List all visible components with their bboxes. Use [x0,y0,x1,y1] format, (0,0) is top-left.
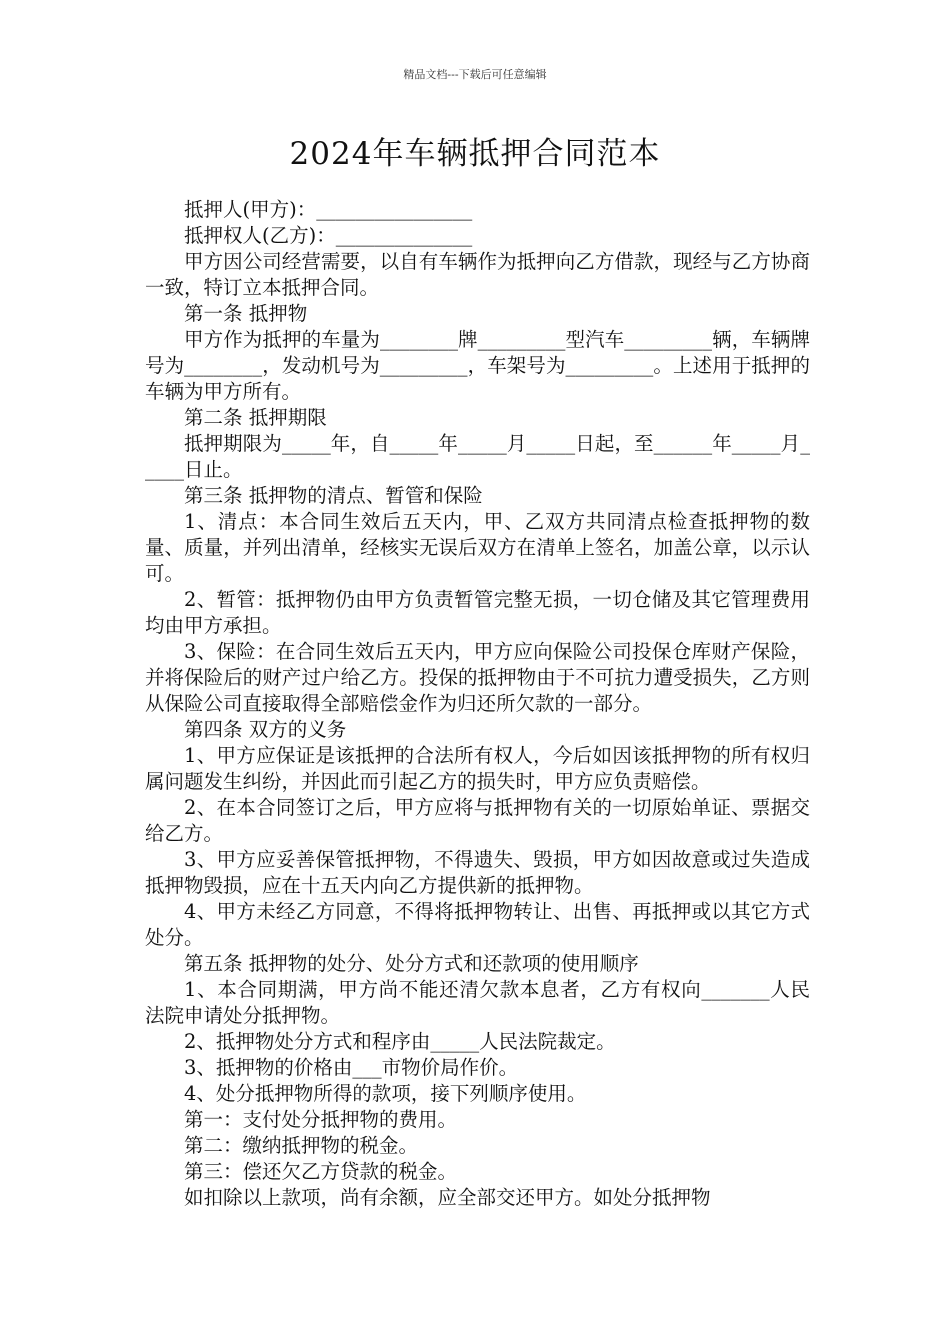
article-5-heading: 第五条 抵押物的处分、处分方式和还款项的使用顺序 [184,952,639,975]
article-5-clause-2: 2、抵押物处分方式和程序由_____人民法院裁定。 [184,1030,616,1053]
article-2-text: 抵押期限为_____年，自_____年_____月_____日起，至______年_____月_____日止。 [145,432,810,481]
article-4-clause-1: 1、甲方应保证是该抵押的合法所有权人，今后如因该抵押物的所有权归属问题发生纠纷，并因此而引起乙方的损失时，甲方应负责赔偿。 [145,744,810,793]
order-item-1: 第一：支付处分抵押物的费用。 [184,1108,458,1131]
party-a-line: 抵押人(甲方)：________________ [184,198,473,221]
document-title: 2024年车辆抵押合同范本 [289,136,661,172]
order-item-2: 第二：缴纳抵押物的税金。 [184,1134,419,1157]
remainder-paragraph: 如扣除以上款项，尚有余额，应全部交还甲方。如处分抵押物 [184,1186,711,1209]
party-b-line: 抵押权人(乙方)：______________ [184,224,473,247]
article-3-clause-3: 3、保险：在合同生效后五天内，甲方应向保险公司投保仓库财产保险，并将保险后的财产过户给乙方。投保的抵押物由于不可抗力遭受损失，乙方则从保险公司直接取得全部赔偿金作为归还所欠款的一部分。 [145,640,810,715]
document-body [145,197,810,1211]
article-5-clause-4: 4、处分抵押物所得的款项，接下列顺序使用。 [184,1082,587,1105]
article-1-heading: 第一条 抵押物 [184,302,308,325]
order-item-3: 第三：偿还欠乙方贷款的税金。 [184,1160,458,1183]
article-4-heading: 第四条 双方的义务 [184,718,347,741]
article-3-heading: 第三条 抵押物的清点、暂管和保险 [184,484,483,507]
preamble-paragraph: 甲方因公司经营需要，以自有车辆作为抵押向乙方借款，现经与乙方协商一致，特订立本抵押合同。 [145,250,810,299]
article-2-heading: 第二条 抵押期限 [184,406,327,429]
article-4-clause-2: 2、在本合同签订之后，甲方应将与抵押物有关的一切原始单证、票据交给乙方。 [145,796,810,845]
article-4-clause-4: 4、甲方未经乙方同意，不得将抵押物转让、出售、再抵押或以其它方式处分。 [145,900,810,949]
article-5-clause-1: 1、本合同期满，甲方尚不能还清欠款本息者，乙方有权向_______人民法院申请处分抵押物。 [145,978,810,1027]
article-3-clause-2: 2、暂管：抵押物仍由甲方负责暂管完整无损，一切仓储及其它管理费用均由甲方承担。 [145,588,810,637]
article-4-clause-3: 3、甲方应妥善保管抵押物，不得遗失、毁损，甲方如因故意或过失造成抵押物毁损，应在十五天内向乙方提供新的抵押物。 [145,848,810,897]
article-3-clause-1: 1、清点：本合同生效后五天内，甲、乙双方共同清点检查抵押物的数量、质量，并列出清单，经核实无误后双方在清单上签名，加盖公章，以示认可。 [145,510,810,585]
page-header-watermark: 精品文档---下载后可任意编辑 [403,68,547,81]
article-1-text: 甲方作为抵押的车量为________牌_________型汽车_________辆，车辆牌号为________，发动机号为_________，车架号为_________。上述用于抵押的车辆为甲方所有。 [145,328,810,403]
article-5-clause-3: 3、抵押物的价格由___市物价局作价。 [184,1056,519,1079]
